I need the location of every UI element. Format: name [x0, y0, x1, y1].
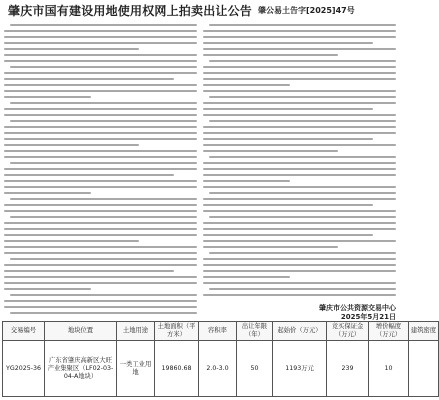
table-cell: 19860.68 — [155, 341, 199, 397]
body-text-line — [4, 234, 197, 236]
land-parcel-table — [2, 321, 439, 397]
column-header: 起始价（万元） — [273, 322, 327, 341]
notice-header — [8, 0, 392, 20]
column-header: 土地面积（平方米） — [155, 322, 199, 341]
body-text-line — [203, 204, 373, 206]
body-text-line — [10, 258, 197, 260]
issuer-name: 肇庆市公共资源交易中心 — [319, 304, 396, 312]
body-text-line — [4, 36, 197, 38]
column-header: 土地用途 — [117, 322, 155, 341]
body-text-line — [4, 204, 197, 206]
body-text-line — [203, 264, 396, 266]
column-header: 建筑密度 — [409, 322, 439, 341]
body-text-line — [4, 270, 174, 272]
body-text-line — [203, 66, 396, 68]
body-text-line — [4, 306, 197, 308]
body-text-line — [209, 288, 396, 290]
notice-number: 肇公易土告字[2025]47号 — [258, 5, 355, 15]
table-cell: 50 — [237, 341, 273, 397]
body-text-line — [209, 96, 396, 98]
table-cell: 1193万元 — [273, 341, 327, 397]
body-text-line — [203, 114, 396, 116]
issue-date: 2025年5月21日 — [340, 313, 396, 321]
body-text-line — [4, 96, 91, 98]
body-text-line — [4, 150, 197, 152]
body-text-line — [4, 264, 197, 266]
column-header: 出让年限（年） — [237, 322, 273, 341]
table-cell: 一类工业用地 — [117, 341, 155, 397]
body-text-line — [203, 234, 373, 236]
body-text-line — [10, 294, 197, 296]
notice-title: 肇庆市国有建设用地使用权网上拍卖出让公告 — [8, 3, 253, 18]
body-column-left — [4, 24, 197, 320]
body-text-line — [10, 120, 197, 122]
body-text-line — [4, 240, 139, 242]
body-column-right — [203, 24, 396, 320]
body-text-line — [203, 198, 396, 200]
body-text-line — [203, 132, 396, 134]
body-text-line — [4, 186, 197, 188]
body-text-line — [203, 138, 373, 140]
body-text-line — [10, 312, 197, 314]
body-text-line — [4, 42, 197, 44]
body-text-line — [203, 30, 396, 32]
body-text-line — [203, 240, 396, 242]
body-text-line — [4, 282, 197, 284]
body-text-line — [4, 84, 197, 86]
body-text-line — [203, 102, 396, 104]
column-header: 增价幅度（万元） — [369, 322, 409, 341]
body-text-line — [4, 288, 91, 290]
body-text-line — [209, 156, 396, 158]
body-text-line — [203, 222, 396, 224]
body-text-line — [10, 162, 197, 164]
body-text-line — [4, 48, 139, 50]
body-text-line — [4, 174, 174, 176]
body-text-line — [10, 216, 197, 218]
table-header-row — [3, 322, 439, 341]
issuer-signature — [268, 304, 396, 322]
column-header: 交易编号 — [3, 322, 45, 341]
body-text-line — [4, 126, 197, 128]
body-text-line — [203, 282, 396, 284]
body-text-line — [4, 114, 197, 116]
body-text-line — [209, 120, 396, 122]
body-text-line — [10, 24, 197, 26]
body-text-line — [4, 132, 197, 134]
body-text-line — [203, 270, 396, 272]
body-text-line — [203, 42, 373, 44]
body-text-line — [203, 126, 396, 128]
body-text-line — [209, 252, 396, 254]
body-text-line — [203, 84, 290, 86]
body-text-line — [203, 168, 396, 170]
body-text-line — [203, 258, 396, 260]
body-text-line — [203, 72, 396, 74]
table-cell — [409, 341, 439, 397]
body-text-line — [4, 276, 197, 278]
body-text-line — [203, 108, 373, 110]
table-cell: 239 — [327, 341, 369, 397]
body-text-line — [203, 294, 396, 296]
body-text-line — [4, 300, 197, 302]
body-text-line — [203, 78, 396, 80]
body-text-line — [4, 228, 197, 230]
body-text-line — [4, 252, 197, 254]
body-text-line — [203, 36, 396, 38]
body-text-line — [203, 186, 396, 188]
body-text-line — [209, 60, 396, 62]
column-header: 容积率 — [199, 322, 237, 341]
table-cell: 10 — [369, 341, 409, 397]
body-text-line — [209, 216, 396, 218]
body-text-line — [4, 138, 197, 140]
body-text-line — [209, 24, 396, 26]
column-header: 地块位置 — [45, 322, 117, 341]
body-text-line — [4, 144, 139, 146]
body-text-line — [203, 144, 396, 146]
body-text-line — [10, 198, 197, 200]
body-text-line — [4, 156, 197, 158]
body-text-line — [4, 90, 197, 92]
body-text-line — [203, 228, 396, 230]
body-text-line — [4, 192, 91, 194]
body-text-line — [203, 246, 338, 248]
body-text-line — [10, 102, 197, 104]
body-text-line — [4, 180, 197, 182]
body-text-line — [4, 246, 197, 248]
body-text-line — [4, 222, 197, 224]
body-text-line — [4, 30, 197, 32]
body-text-line — [203, 162, 396, 164]
body-text-line — [203, 174, 396, 176]
body-text-line — [4, 108, 197, 110]
body-text-line — [10, 66, 197, 68]
body-text-line — [203, 276, 290, 278]
body-text-line — [209, 192, 396, 194]
body-text-line — [203, 150, 338, 152]
body-text-line — [4, 210, 197, 212]
body-text-line — [203, 54, 338, 56]
table-cell: 2.0-3.0 — [199, 341, 237, 397]
body-text-line — [4, 78, 174, 80]
table-cell: 广东省肇庆高新区大旺产业集聚区（LF02-03-04-A地块） — [45, 341, 117, 397]
table-row — [3, 341, 439, 397]
body-text-line — [203, 210, 396, 212]
body-text-line — [203, 180, 290, 182]
body-text-line — [203, 90, 396, 92]
column-header: 竞买保证金（万元） — [327, 322, 369, 341]
body-text-line — [203, 48, 396, 50]
body-text-line — [4, 168, 197, 170]
table-cell: YG2025-36 — [3, 341, 45, 397]
body-text-line — [4, 60, 197, 62]
body-text-line — [4, 54, 197, 56]
body-text-line — [4, 72, 197, 74]
